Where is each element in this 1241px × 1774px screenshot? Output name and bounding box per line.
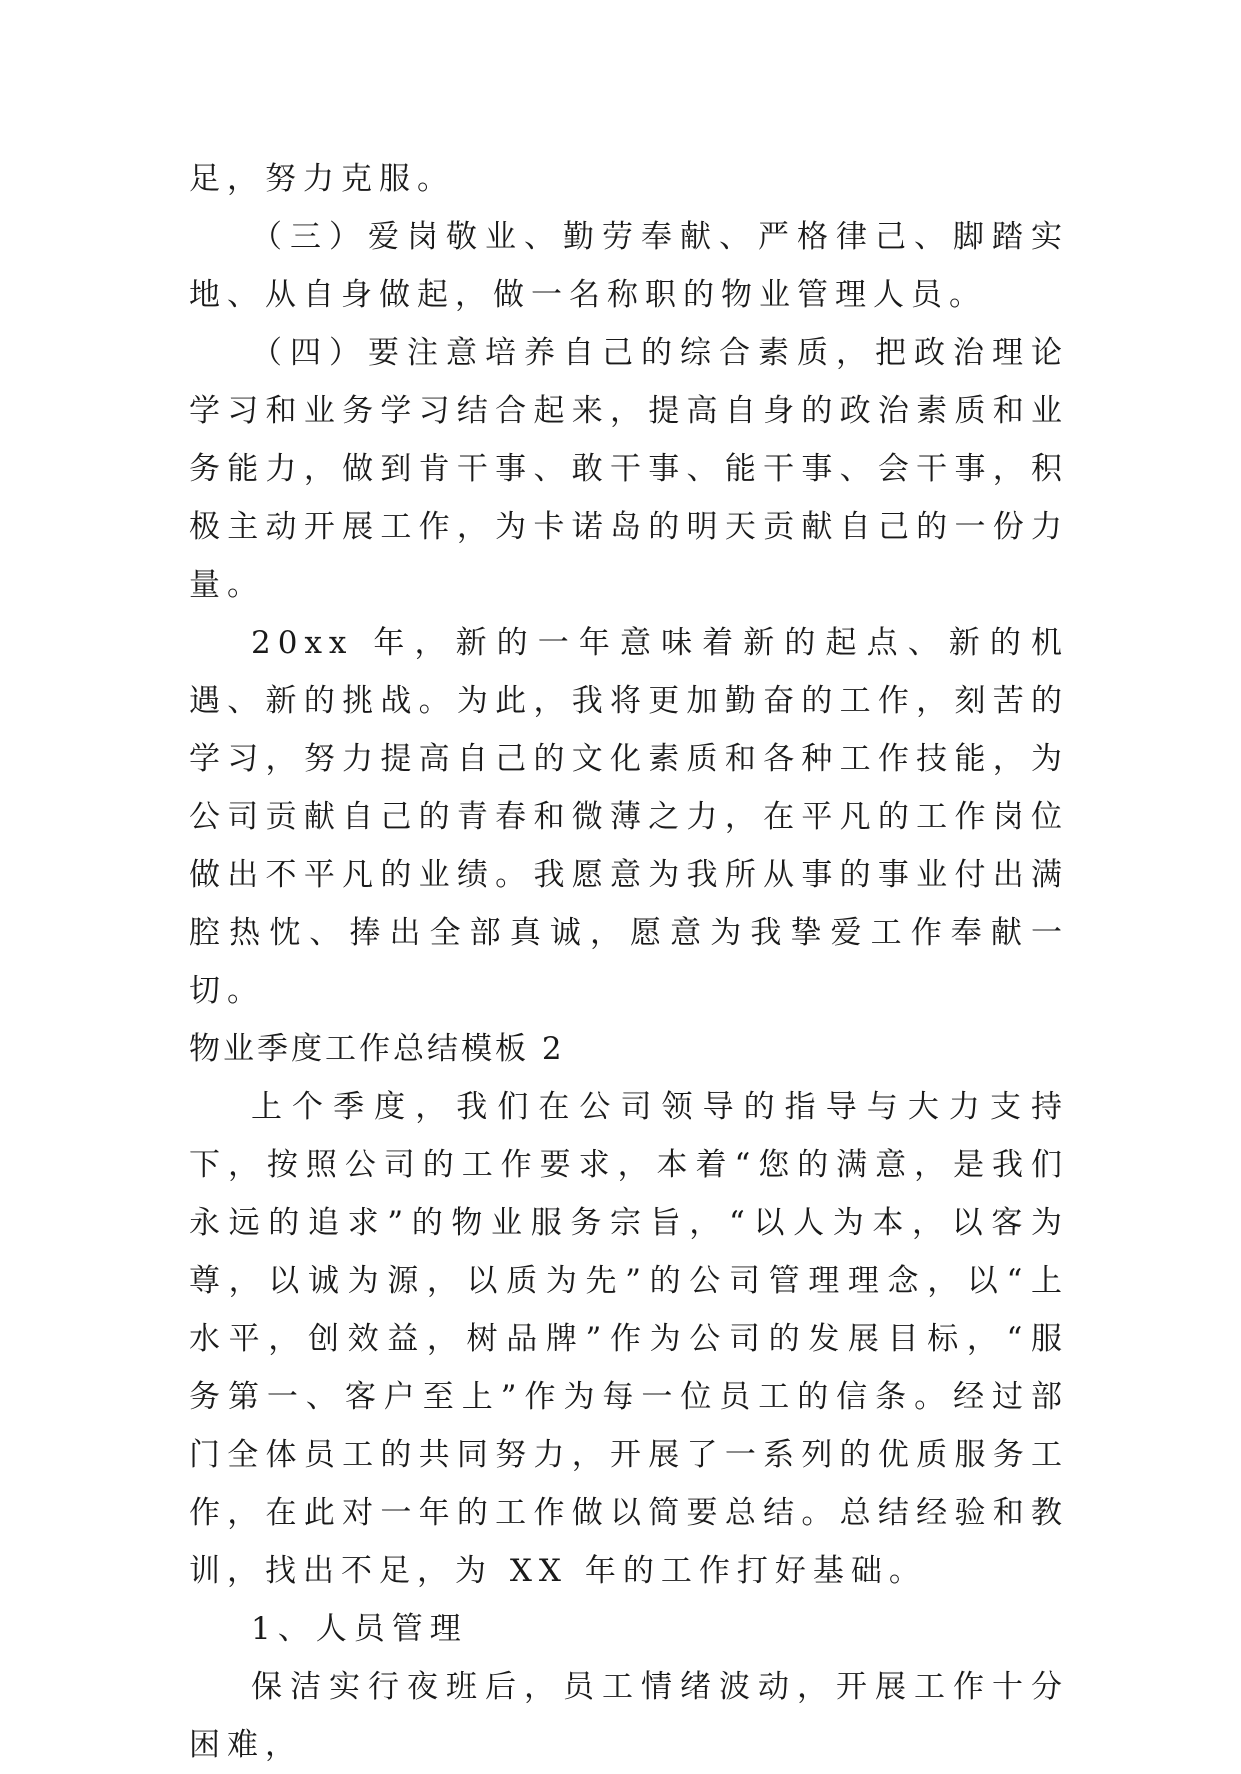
paragraph-new-year: 20xx 年，新的一年意味着新的起点、新的机遇、新的挑战。为此，我将更加勤奋的工作，刻苦的学习，努力提高自己的文化素质和各种工作技能，为公司贡献自己的青春和微薄之力，在平凡的工作岗位做出不平凡的业绩。我愿意为我所从事的事业付出满腔热忱、捧出全部真诚，愿意为我挚爱工作奉献一切。 xyxy=(189,625,1069,1009)
paragraph-item-three: （三）爱岗敬业、勤劳奉献、严格律己、脚踏实地、从自身做起，做一名称职的物业管理人员。 xyxy=(189,219,1069,313)
paragraph-cleaning: 保洁实行夜班后，员工情绪波动，开展工作十分困难， xyxy=(189,1669,1069,1763)
document-body xyxy=(189,150,1069,1774)
section-heading: 物业季度工作总结模板 2 xyxy=(189,1031,565,1067)
paragraph-item-four: （四）要注意培养自己的综合素质，把政治理论学习和业务学习结合起来，提高自身的政治素质和业务能力，做到肯干事、敢干事、能干事、会干事，积极主动开展工作，为卡诺岛的明天贡献自己的一份力量。 xyxy=(189,335,1069,603)
paragraph-intro: 上个季度，我们在公司领导的指导与大力支持下，按照公司的工作要求，本着“您的满意，是我们永远的追求”的物业服务宗旨，“以人为本，以客为尊，以诚为源，以质为先”的公司管理理念，以“上水平，创效益，树品牌”作为公司的发展目标，“服务第一、客户至上”作为每一位员工的信条。经过部门全体员工的共同努力，开展了一系列的优质服务工作，在此对一年的工作做以简要总结。总结经验和教训，找出不足，为 XX 年的工作打好基础。 xyxy=(189,1089,1069,1589)
subheading-personnel: 1、人员管理 xyxy=(251,1611,468,1647)
paragraph-continuation: 足，努力克服。 xyxy=(189,161,455,197)
